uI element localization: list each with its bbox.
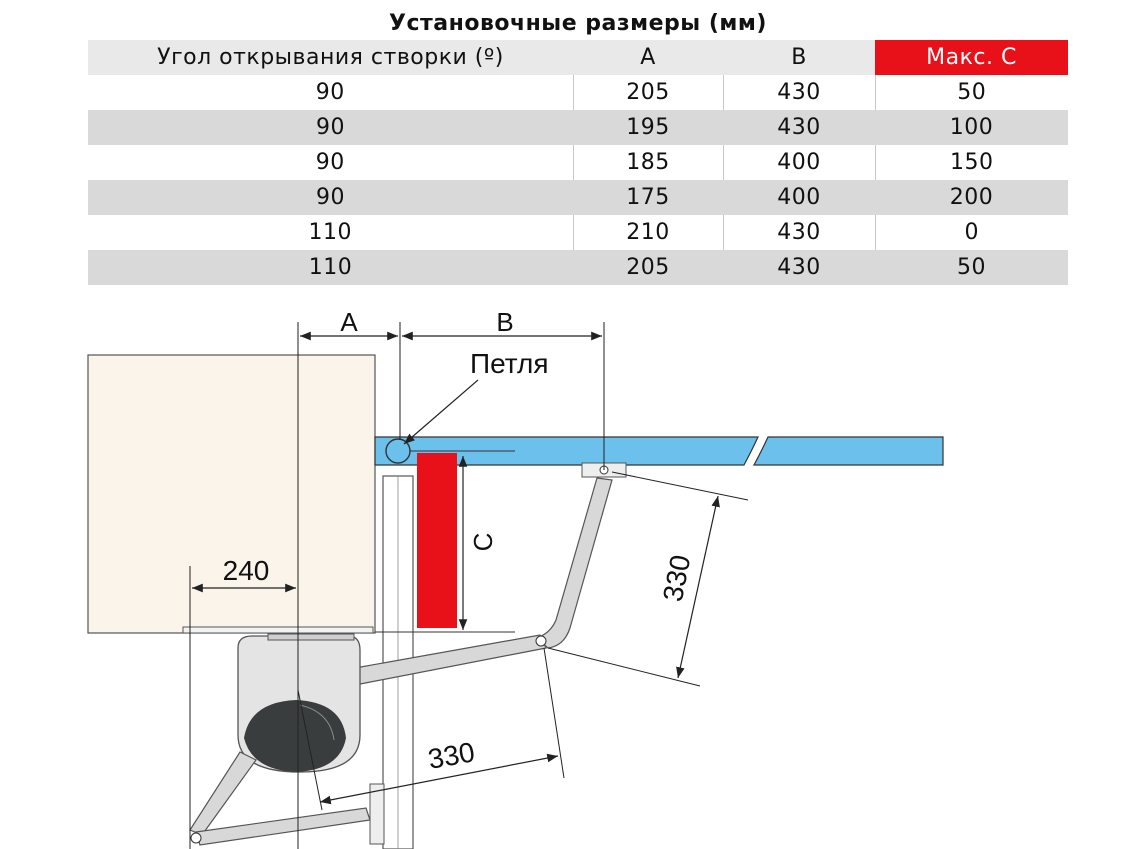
cell-c: 50 xyxy=(875,75,1068,110)
table-title: Установочные размеры (мм) xyxy=(88,6,1068,40)
cell-b: 430 xyxy=(723,250,875,285)
gate-arm xyxy=(536,478,612,648)
cell-a: 175 xyxy=(573,180,723,215)
header-angle: Угол открывания створки (º) xyxy=(88,40,573,75)
cell-b: 400 xyxy=(723,145,875,180)
cell-b: 430 xyxy=(723,215,875,250)
dim-330-vertical: 330 xyxy=(657,552,697,605)
header-max-c: Макс. C xyxy=(875,40,1068,75)
label-hinge: Петля xyxy=(470,348,549,379)
header-b: B xyxy=(723,40,875,75)
label-a: A xyxy=(340,307,358,337)
cell-angle: 110 xyxy=(88,215,573,250)
cell-angle: 90 xyxy=(88,75,573,110)
c-zone xyxy=(417,453,457,628)
cell-b: 430 xyxy=(723,110,875,145)
cell-b: 400 xyxy=(723,180,875,215)
cell-angle: 90 xyxy=(88,110,573,145)
cell-a: 185 xyxy=(573,145,723,180)
cell-c: 150 xyxy=(875,145,1068,180)
cell-angle: 90 xyxy=(88,180,573,215)
dim-330-horizontal: 330 xyxy=(425,736,478,775)
cell-c: 200 xyxy=(875,180,1068,215)
label-c: C xyxy=(468,532,498,552)
header-a: A xyxy=(573,40,723,75)
cell-c: 0 xyxy=(875,215,1068,250)
dim-240: 240 xyxy=(222,555,270,586)
cell-a: 205 xyxy=(573,75,723,110)
cell-angle: 110 xyxy=(88,250,573,285)
cell-angle: 90 xyxy=(88,145,573,180)
cell-b: 430 xyxy=(723,75,875,110)
cell-a: 195 xyxy=(573,110,723,145)
cell-a: 205 xyxy=(573,250,723,285)
pillar xyxy=(88,355,375,633)
label-b: B xyxy=(496,307,514,337)
cell-a: 210 xyxy=(573,215,723,250)
cell-c: 100 xyxy=(875,110,1068,145)
cell-c: 50 xyxy=(875,250,1068,285)
